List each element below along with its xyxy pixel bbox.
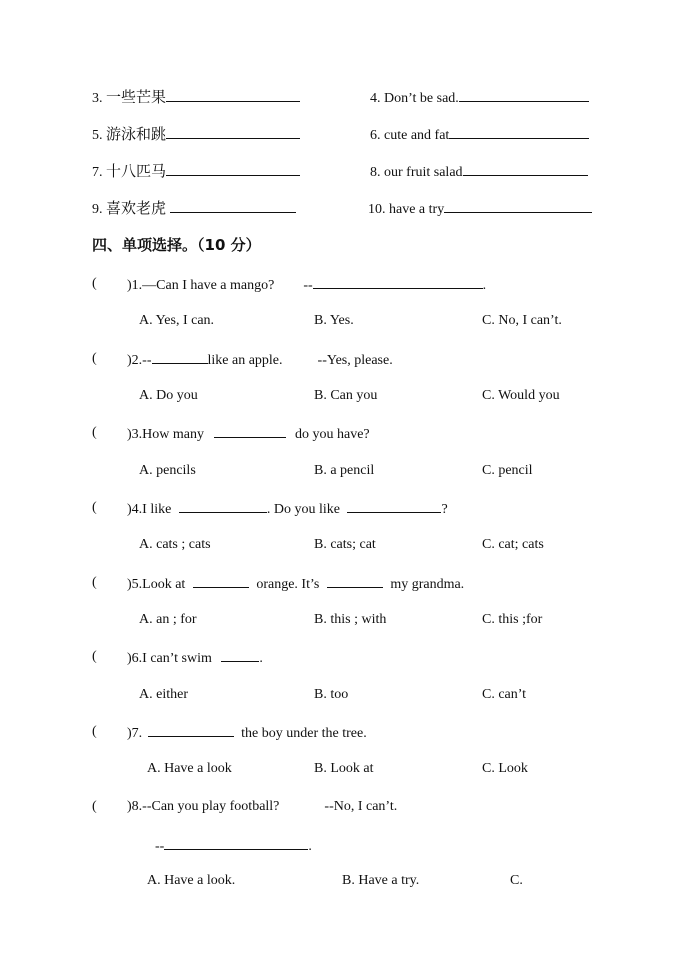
question-text: )7.: [127, 726, 143, 741]
item-text: 一些芒果: [106, 88, 167, 106]
question-text: ?: [441, 502, 448, 517]
answer-paren[interactable]: [92, 275, 126, 293]
question-4-stem: [127, 499, 448, 519]
option-c[interactable]: C. can’t: [482, 687, 527, 702]
item-9: [92, 199, 296, 219]
item-text: our fruit salad: [384, 165, 463, 180]
answer-blank[interactable]: [166, 88, 300, 102]
question-text: .: [482, 278, 487, 293]
question-text: --No, I can’t.: [324, 799, 398, 814]
item-10: [368, 199, 592, 219]
answer-blank[interactable]: [214, 424, 286, 438]
option-a[interactable]: A. Have a look: [147, 761, 232, 776]
paren-open: (: [92, 724, 97, 739]
question-text: )6.I can’t swim: [127, 651, 212, 666]
answer-blank[interactable]: [148, 723, 234, 737]
answer-suffix: .: [308, 839, 312, 854]
item-number: 7.: [92, 165, 103, 180]
question-text: )3.How many: [127, 427, 204, 442]
answer-paren[interactable]: [92, 350, 126, 368]
item-number: 8.: [370, 165, 381, 180]
answer-paren[interactable]: [92, 574, 126, 592]
option-b[interactable]: B. Yes.: [314, 313, 354, 328]
option-b[interactable]: B. Can you: [314, 388, 378, 403]
question-text: )4.I like: [127, 502, 172, 517]
item-text: Don’t be sad.: [384, 91, 459, 106]
answer-prefix: --: [155, 839, 165, 854]
item-text: cute and fat: [384, 128, 450, 143]
answer-blank[interactable]: [152, 350, 208, 364]
option-c[interactable]: C.: [510, 873, 523, 888]
question-text: like an apple.: [207, 353, 283, 368]
option-b[interactable]: B. too: [314, 687, 349, 702]
item-number: 3.: [92, 91, 103, 106]
question-7-stem: [127, 723, 367, 743]
question-6-stem: [127, 648, 263, 668]
paren-open: (: [92, 276, 97, 291]
paren-open: (: [92, 425, 97, 440]
paren-open: (: [92, 799, 97, 814]
item-number: 5.: [92, 128, 103, 143]
option-a[interactable]: A. Yes, I can.: [139, 313, 215, 328]
question-1-stem: [127, 275, 486, 295]
item-7: [92, 162, 300, 182]
question-3-stem: [127, 424, 370, 444]
item-text: have a try: [389, 202, 445, 217]
option-b[interactable]: B. cats; cat: [314, 537, 376, 552]
item-text: 喜欢老虎: [106, 199, 167, 217]
answer-blank[interactable]: [449, 125, 589, 139]
answer-blank[interactable]: [179, 499, 267, 513]
item-text: 十八匹马: [106, 162, 167, 180]
question-text: )8.--Can you play football?: [127, 799, 280, 814]
answer-blank[interactable]: [164, 836, 308, 850]
option-a[interactable]: A. pencils: [139, 463, 196, 478]
question-text: the boy under the tree.: [241, 726, 367, 741]
answer-paren[interactable]: [92, 723, 126, 741]
item-number: 9.: [92, 202, 103, 217]
question-text: --Yes, please.: [317, 353, 393, 368]
option-b[interactable]: B. Have a try.: [342, 873, 420, 888]
item-4: [370, 88, 589, 108]
question-text: )1.—Can I have a mango?: [127, 278, 275, 293]
option-c[interactable]: C. pencil: [482, 463, 533, 478]
answer-paren[interactable]: [92, 648, 126, 666]
answer-paren[interactable]: [92, 798, 126, 816]
paren-open: (: [92, 649, 97, 664]
question-text: .: [259, 651, 263, 666]
answer-paren[interactable]: [92, 424, 126, 442]
answer-blank[interactable]: [221, 648, 259, 662]
option-b[interactable]: B. a pencil: [314, 463, 375, 478]
answer-blank[interactable]: [463, 162, 588, 176]
section-title: 四、单项选择。（10 分）: [92, 236, 261, 254]
answer-blank[interactable]: [313, 275, 483, 289]
answer-blank[interactable]: [444, 199, 592, 213]
paren-open: (: [92, 575, 97, 590]
option-c[interactable]: C. this ;for: [482, 612, 543, 627]
item-5: [92, 125, 300, 145]
item-number: 4.: [370, 91, 381, 106]
item-number: 6.: [370, 128, 381, 143]
option-a[interactable]: A. an ; for: [139, 612, 197, 627]
item-8: [370, 162, 588, 182]
option-c[interactable]: C. cat; cats: [482, 537, 544, 552]
paren-open: (: [92, 500, 97, 515]
answer-paren[interactable]: [92, 499, 126, 517]
question-text: --: [303, 278, 313, 293]
answer-blank[interactable]: [459, 88, 589, 102]
option-a[interactable]: A. cats ; cats: [139, 537, 211, 552]
paren-open: (: [92, 351, 97, 366]
answer-blank[interactable]: [193, 574, 249, 588]
option-c[interactable]: C. No, I can’t.: [482, 313, 562, 328]
option-b[interactable]: B. this ; with: [314, 612, 387, 627]
option-c[interactable]: C. Would you: [482, 388, 560, 403]
item-6: [370, 125, 589, 145]
question-text: )5.Look at: [127, 577, 186, 592]
answer-blank[interactable]: [166, 162, 300, 176]
item-3: [92, 88, 300, 108]
answer-blank[interactable]: [170, 199, 296, 213]
option-c[interactable]: C. Look: [482, 761, 528, 776]
question-2-stem: [127, 350, 393, 370]
option-a[interactable]: A. either: [139, 687, 188, 702]
answer-blank[interactable]: [166, 125, 300, 139]
question-5-stem: [127, 574, 464, 594]
option-a[interactable]: A. Have a look.: [147, 873, 236, 888]
question-text: )2.--: [127, 353, 152, 368]
answer-blank[interactable]: [327, 574, 383, 588]
answer-blank[interactable]: [347, 499, 441, 513]
question-8-stem: [127, 798, 397, 816]
question-text: . Do you like: [266, 502, 340, 517]
question-text: do you have?: [295, 427, 370, 442]
option-a[interactable]: A. Do you: [139, 388, 198, 403]
option-b[interactable]: B. Look at: [314, 761, 374, 776]
question-text: orange. It’s: [256, 577, 320, 592]
item-text: 游泳和跳: [106, 125, 167, 143]
question-text: my grandma.: [390, 577, 465, 592]
answer-line: [155, 836, 312, 856]
item-number: 10.: [368, 202, 386, 217]
